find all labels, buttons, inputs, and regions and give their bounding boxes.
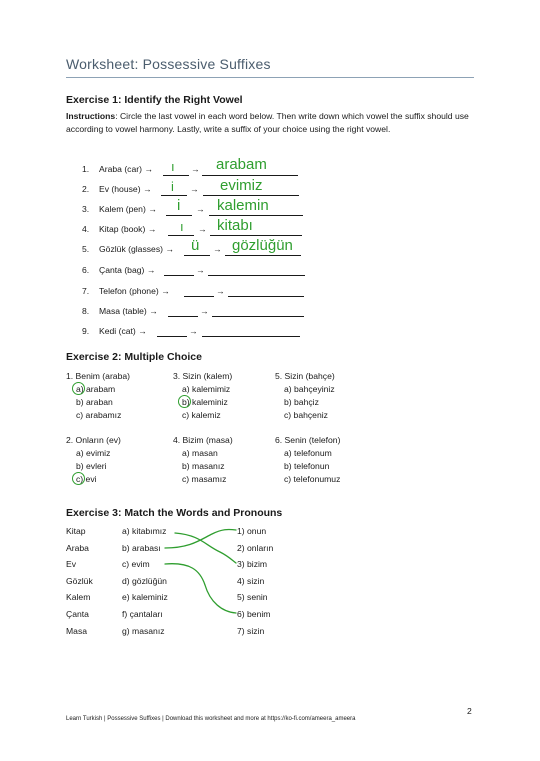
arrow-icon: → [196, 204, 205, 214]
exercise-1-heading: Exercise 1: Identify the Right Vowel [66, 94, 243, 106]
option-a[interactable]: a) evimiz [76, 448, 111, 458]
form-item[interactable]: f) çantaları [122, 609, 163, 619]
arrow-icon: → [198, 224, 207, 234]
question-label: 2. Onların (ev) [66, 435, 121, 445]
option-c[interactable]: c) bahçeniz [284, 410, 328, 420]
option-a[interactable]: a) arabam [76, 384, 116, 394]
option-b[interactable]: b) kaleminiz [182, 397, 228, 407]
list-item: 8. Masa (table) → [82, 306, 158, 316]
pronoun-item[interactable]: 3) bizim [237, 559, 268, 569]
list-item: 1. Araba (car) → [82, 164, 153, 174]
word-item: Ev [66, 559, 77, 569]
pronoun-item[interactable]: 6) benim [237, 609, 271, 619]
arrow-icon: → [216, 286, 225, 296]
vowel-answer: ü [191, 237, 200, 254]
vowel-answer: ı [171, 159, 175, 174]
option-c[interactable]: c) arabamız [76, 410, 122, 420]
form-item[interactable]: a) kitabımız [122, 526, 167, 536]
arrow-icon: → [191, 164, 200, 174]
word-item: Kitap [66, 526, 86, 536]
form-item[interactable]: d) gözlüğün [122, 576, 167, 586]
match-line [165, 564, 236, 613]
option-b[interactable]: b) masanız [182, 461, 225, 471]
option-c[interactable]: c) kalemiz [182, 410, 221, 420]
option-a[interactable]: a) kalemimiz [182, 384, 231, 394]
arrow-icon: → [200, 306, 209, 316]
word-item: Araba [66, 543, 89, 553]
list-item: 3. Kalem (pen) → [82, 204, 157, 214]
vowel-answer: i [171, 179, 174, 194]
suffix-answer: gözlüğün [232, 237, 293, 254]
word-item: Çanta [66, 609, 89, 619]
vowel-answer: i [177, 197, 181, 214]
option-c[interactable]: c) masamız [182, 474, 227, 484]
suffix-answer: arabam [216, 156, 267, 173]
instructions-text: : Circle the last vowel in each word below. Then write down which vowel the suffix should use according to vowel harmony. Lastly, write a suffix of your choice using the right vowel. [66, 111, 469, 135]
form-item[interactable]: c) evim [122, 559, 150, 569]
option-a[interactable]: a) telefonum [284, 448, 332, 458]
option-b[interactable]: b) evleri [76, 461, 107, 471]
option-b[interactable]: b) araban [76, 397, 113, 407]
option-c[interactable]: c) evi [76, 474, 97, 484]
option-a[interactable]: a) bahçeyiniz [284, 384, 335, 394]
list-item: 7. Telefon (phone) → [82, 286, 170, 296]
question-label: 5. Sizin (bahçe) [275, 371, 335, 381]
vowel-answer: ı [180, 219, 184, 234]
list-item: 5. Gözlük (glasses) → [82, 244, 174, 254]
arrow-icon: → [213, 244, 222, 254]
pronoun-item[interactable]: 2) onların [237, 543, 274, 553]
option-c[interactable]: c) telefonumuz [284, 474, 341, 484]
option-b[interactable]: b) bahçiz [284, 397, 319, 407]
pronoun-item[interactable]: 5) senin [237, 592, 268, 602]
question-label: 6. Senin (telefon) [275, 435, 341, 445]
form-item[interactable]: b) arabası [122, 543, 161, 553]
list-item: 4. Kitap (book) → [82, 224, 157, 234]
form-item[interactable]: e) kaleminiz [122, 592, 168, 602]
suffix-answer: kitabı [217, 217, 253, 234]
question-label: 4. Bizim (masa) [173, 435, 233, 445]
suffix-answer: kalemin [217, 197, 269, 214]
word-item: Gözlük [66, 576, 93, 586]
question-label: 1. Benim (araba) [66, 371, 131, 381]
page-title: Worksheet: Possessive Suffixes [66, 56, 271, 72]
instructions-label: Instructions [66, 111, 116, 121]
exercise-2-heading: Exercise 2: Multiple Choice [66, 351, 202, 363]
pronoun-item[interactable]: 4) sizin [237, 576, 265, 586]
word-item: Masa [66, 626, 88, 636]
arrow-icon: → [196, 265, 205, 275]
suffix-answer: evimiz [220, 177, 263, 194]
pronoun-item[interactable]: 7) sizin [237, 626, 265, 636]
list-item: 6. Çanta (bag) → [82, 265, 156, 275]
word-item: Kalem [66, 592, 91, 602]
list-item: 2. Ev (house) → [82, 184, 152, 194]
list-item: 9. Kedi (cat) → [82, 326, 147, 336]
option-a[interactable]: a) masan [182, 448, 218, 458]
question-label: 3. Sizin (kalem) [173, 371, 233, 381]
arrow-icon: → [189, 326, 198, 336]
pronoun-item[interactable]: 1) onun [237, 526, 267, 536]
arrow-icon: → [190, 184, 199, 194]
match-line [165, 529, 236, 548]
exercise-3-heading: Exercise 3: Match the Words and Pronouns [66, 507, 283, 519]
footer-text: Learn Turkish | Possessive Suffixes | Download this worksheet and more at https://ko-fi.com/ameera_ameera [66, 716, 356, 722]
option-b[interactable]: b) telefonun [284, 461, 330, 471]
form-item[interactable]: g) masanız [122, 626, 165, 636]
page-number: 2 [467, 706, 472, 716]
